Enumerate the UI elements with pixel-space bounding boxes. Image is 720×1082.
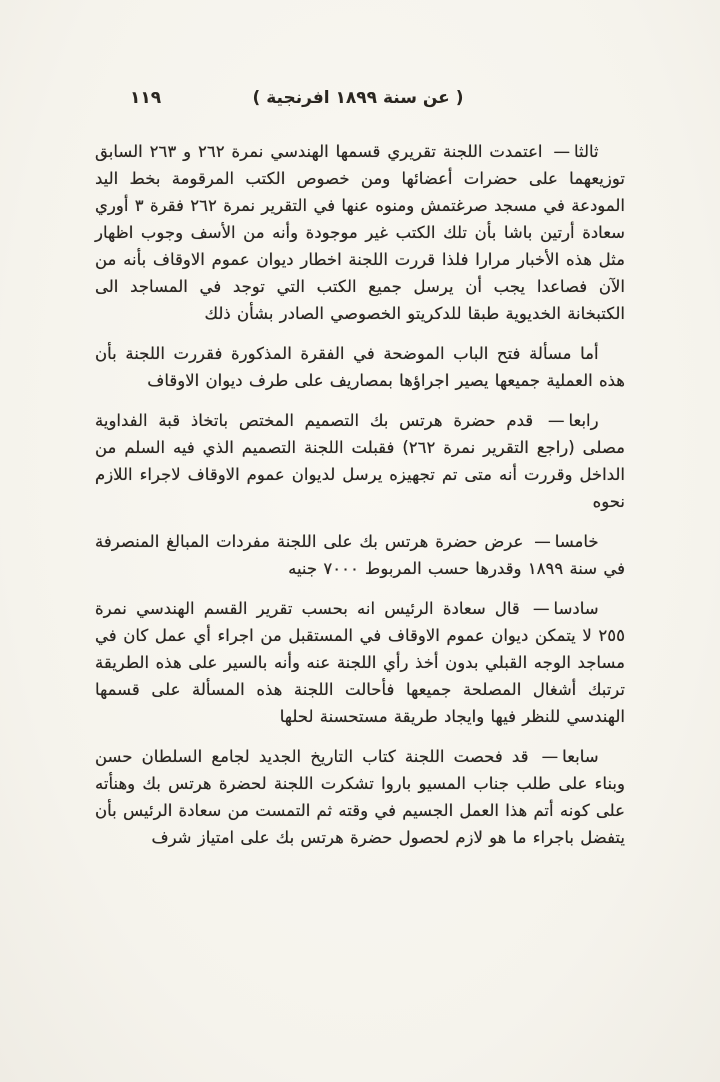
ordinal-dash: — [547, 411, 565, 430]
page-header [0, 88, 720, 116]
paragraph-ordinal: سادسا [553, 599, 599, 618]
paragraph: سابعا— قد فحصت اللجنة كتاب التاريخ الجديد لجامع السلطان حسن وبناء على طلب جناب المسيو باروا تشكرت اللجنة لحضرة هرتس بك وهنأته على كونه أتم هذا العمل الجسيم في وقته ثم التمست من سعادة الرئيس بأن يتفضل باجراء ما هو لازم لحصول حضرة هرتس بك على امتياز شرف [95, 747, 625, 847]
ordinal-dash: — [534, 532, 551, 551]
ordinal-dash: — [541, 747, 559, 766]
page-body [95, 138, 625, 864]
paragraph-ordinal: سابعا [562, 747, 599, 766]
paragraph-ordinal: خامسا [554, 532, 599, 551]
paragraph-ordinal: رابعا [568, 411, 599, 430]
page-number: ١١٩ [130, 88, 162, 108]
ordinal-dash: — [553, 142, 570, 161]
paragraph: خامسا— عرض حضرة هرتس بك على اللجنة مفردات المبالغ المنصرفة في سنة ١٨٩٩ وقدرها حسب المربوط ٧٠٠٠ جنيه [95, 532, 625, 578]
paragraph: سادسا— قال سعادة الرئيس انه بحسب تقرير القسم الهندسي نمرة ٢٥٥ لا يتمكن ديوان عموم الاوقاف في المستقبل من اجراء أي عمل كان في مساجد الوجه القبلي بدون أخذ رأي اللجنة عنه وأنه بالسير على هذه الطريقة ترتبك أشغال المصلحة جميعها فأحالت اللجنة هذه المسألة على قسمها الهندسي للنظر فيها وايجاد طريقة مستحسنة لحلها [95, 599, 625, 726]
header-title: ( عن سنة ١٨٩٩ افرنجية ) [252, 88, 464, 108]
ordinal-dash: — [533, 599, 550, 618]
paragraph: ثالثا— اعتمدت اللجنة تقريري قسمها الهندسي نمرة ٢٦٢ و ٢٦٣ السابق توزيعهما على حضرات أعضائها ومن خصوص الكتب المرقومة بخط اليد المودعة في مسجد صرغتمش ومنوه عنها في التقرير نمرة ٢٦٢ فقرة ٣ أوري سعادة أرتين باشا بأن تلك الكتب غير موجودة وأنه من الأسف وجوب اظهار مثل هذه الأخبار مرارا فلذا قررت اللجنة اخطار ديوان عموم الاوقاف بأنه من الآن فصاعدا يجب أن يرسل جميع الكتب التي توجد في المساجد الى الكتبخانة الخديوية طبقا للدكريتو الخصوصي الصادر بشأن ذلك [95, 142, 625, 323]
paragraph: أما مسألة فتح الباب الموضحة في الفقرة المذكورة فقررت اللجنة بأن هذه العملية جميعها يصير اجراؤها بمصاريف على طرف ديوان الاوقاف [95, 344, 625, 390]
paragraph-ordinal: ثالثا [573, 142, 599, 161]
paragraph: رابعا— قدم حضرة هرتس بك التصميم المختص باتخاذ قبة الفداوية مصلى (راجع التقرير نمرة ٢٦٢) فقبلت اللجنة التصميم الذي فيه السلم من الداخل وقررت أنه متى تم تجهيزه يرسل لديوان عموم الاوقاف لاجراء اللازم نحوه [95, 411, 625, 511]
